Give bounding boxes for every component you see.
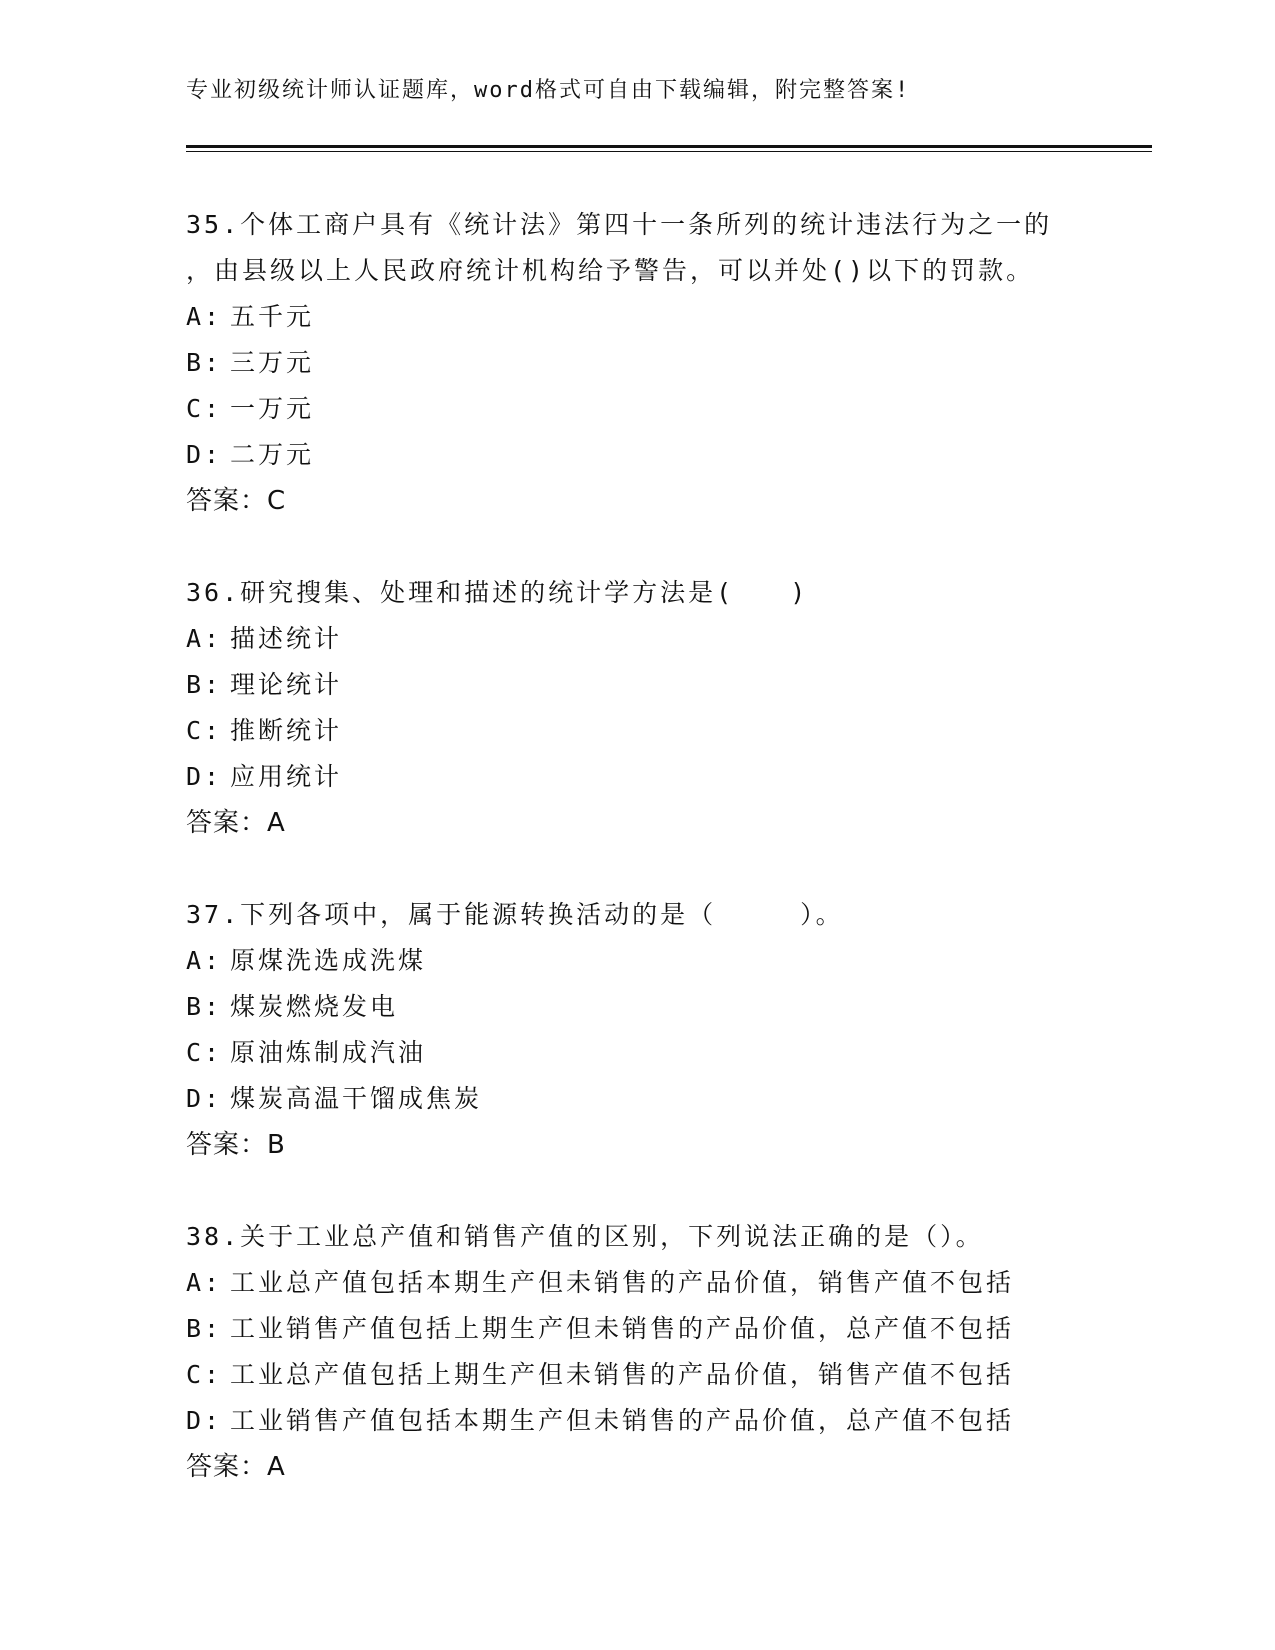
option-label: C: bbox=[186, 716, 223, 745]
option-text: 三万元 bbox=[230, 348, 315, 377]
option-d bbox=[186, 754, 1146, 800]
option-text: 原煤洗选成洗煤 bbox=[230, 946, 427, 975]
option-label: D: bbox=[186, 762, 223, 791]
answer: 答案：C bbox=[186, 486, 287, 516]
option-label: A: bbox=[186, 946, 223, 975]
option-d bbox=[186, 1076, 1146, 1122]
option-text: 推断统计 bbox=[230, 716, 343, 745]
option-text: 工业销售产值包括上期生产但未销售的产品价值，总产值不包括 bbox=[230, 1314, 1015, 1343]
option-b bbox=[186, 662, 1146, 708]
option-c bbox=[186, 1352, 1146, 1398]
question-36 bbox=[186, 570, 1146, 846]
answer: 答案：B bbox=[186, 1130, 286, 1160]
option-a bbox=[186, 616, 1146, 662]
option-d bbox=[186, 1398, 1146, 1444]
option-label: B: bbox=[186, 670, 223, 699]
option-c bbox=[186, 708, 1146, 754]
question-line: ，由县级以上人民政府统计机构给予警告，可以并处()以下的罚款。 bbox=[186, 256, 1035, 285]
option-text: 理论统计 bbox=[230, 670, 343, 699]
question-list bbox=[186, 202, 1146, 1536]
option-a bbox=[186, 294, 1146, 340]
question-35 bbox=[186, 202, 1146, 524]
header-rule-thin bbox=[186, 151, 1152, 152]
page-header: 专业初级统计师认证题库，word格式可自由下载编辑，附完整答案! bbox=[186, 78, 911, 103]
header-rule-thick bbox=[186, 145, 1152, 148]
option-text: 原油炼制成汽油 bbox=[230, 1038, 427, 1067]
option-label: C: bbox=[186, 394, 223, 423]
option-label: D: bbox=[186, 1406, 223, 1435]
answer: 答案：A bbox=[186, 1452, 286, 1482]
question-line: 36.研究搜集、处理和描述的统计学方法是( ) bbox=[186, 578, 809, 607]
question-text bbox=[186, 1214, 1146, 1260]
option-text: 煤炭高温干馏成焦炭 bbox=[230, 1084, 483, 1113]
option-text: 工业总产值包括本期生产但未销售的产品价值，销售产值不包括 bbox=[230, 1268, 1015, 1297]
option-b bbox=[186, 1306, 1146, 1352]
option-text: 五千元 bbox=[230, 302, 315, 331]
option-label: B: bbox=[186, 992, 223, 1021]
option-text: 二万元 bbox=[230, 440, 315, 469]
option-label: A: bbox=[186, 1268, 223, 1297]
option-c bbox=[186, 386, 1146, 432]
option-a bbox=[186, 1260, 1146, 1306]
option-label: A: bbox=[186, 624, 223, 653]
option-b bbox=[186, 984, 1146, 1030]
question-line: 38.关于工业总产值和销售产值的区别，下列说法正确的是（）。 bbox=[186, 1222, 984, 1251]
option-label: C: bbox=[186, 1360, 223, 1389]
option-text: 一万元 bbox=[230, 394, 315, 423]
option-label: D: bbox=[186, 1084, 223, 1113]
question-37 bbox=[186, 892, 1146, 1168]
option-label: D: bbox=[186, 440, 223, 469]
option-a bbox=[186, 938, 1146, 984]
option-label: B: bbox=[186, 348, 223, 377]
question-line: 37.下列各项中，属于能源转换活动的是（ ）。 bbox=[186, 900, 844, 929]
question-text bbox=[186, 892, 1146, 938]
option-text: 工业销售产值包括本期生产但未销售的产品价值，总产值不包括 bbox=[230, 1406, 1015, 1435]
option-text: 描述统计 bbox=[230, 624, 343, 653]
option-label: A: bbox=[186, 302, 223, 331]
option-text: 工业总产值包括上期生产但未销售的产品价值，销售产值不包括 bbox=[230, 1360, 1015, 1389]
question-text bbox=[186, 202, 1146, 294]
option-d bbox=[186, 432, 1146, 478]
question-line: 35.个体工商户具有《统计法》第四十一条所列的统计违法行为之一的 bbox=[186, 210, 1053, 239]
option-text: 应用统计 bbox=[230, 762, 343, 791]
option-b bbox=[186, 340, 1146, 386]
question-text bbox=[186, 570, 1146, 616]
option-text: 煤炭燃烧发电 bbox=[230, 992, 399, 1021]
option-c bbox=[186, 1030, 1146, 1076]
question-38 bbox=[186, 1214, 1146, 1490]
option-label: B: bbox=[186, 1314, 223, 1343]
option-label: C: bbox=[186, 1038, 223, 1067]
answer: 答案：A bbox=[186, 808, 286, 838]
